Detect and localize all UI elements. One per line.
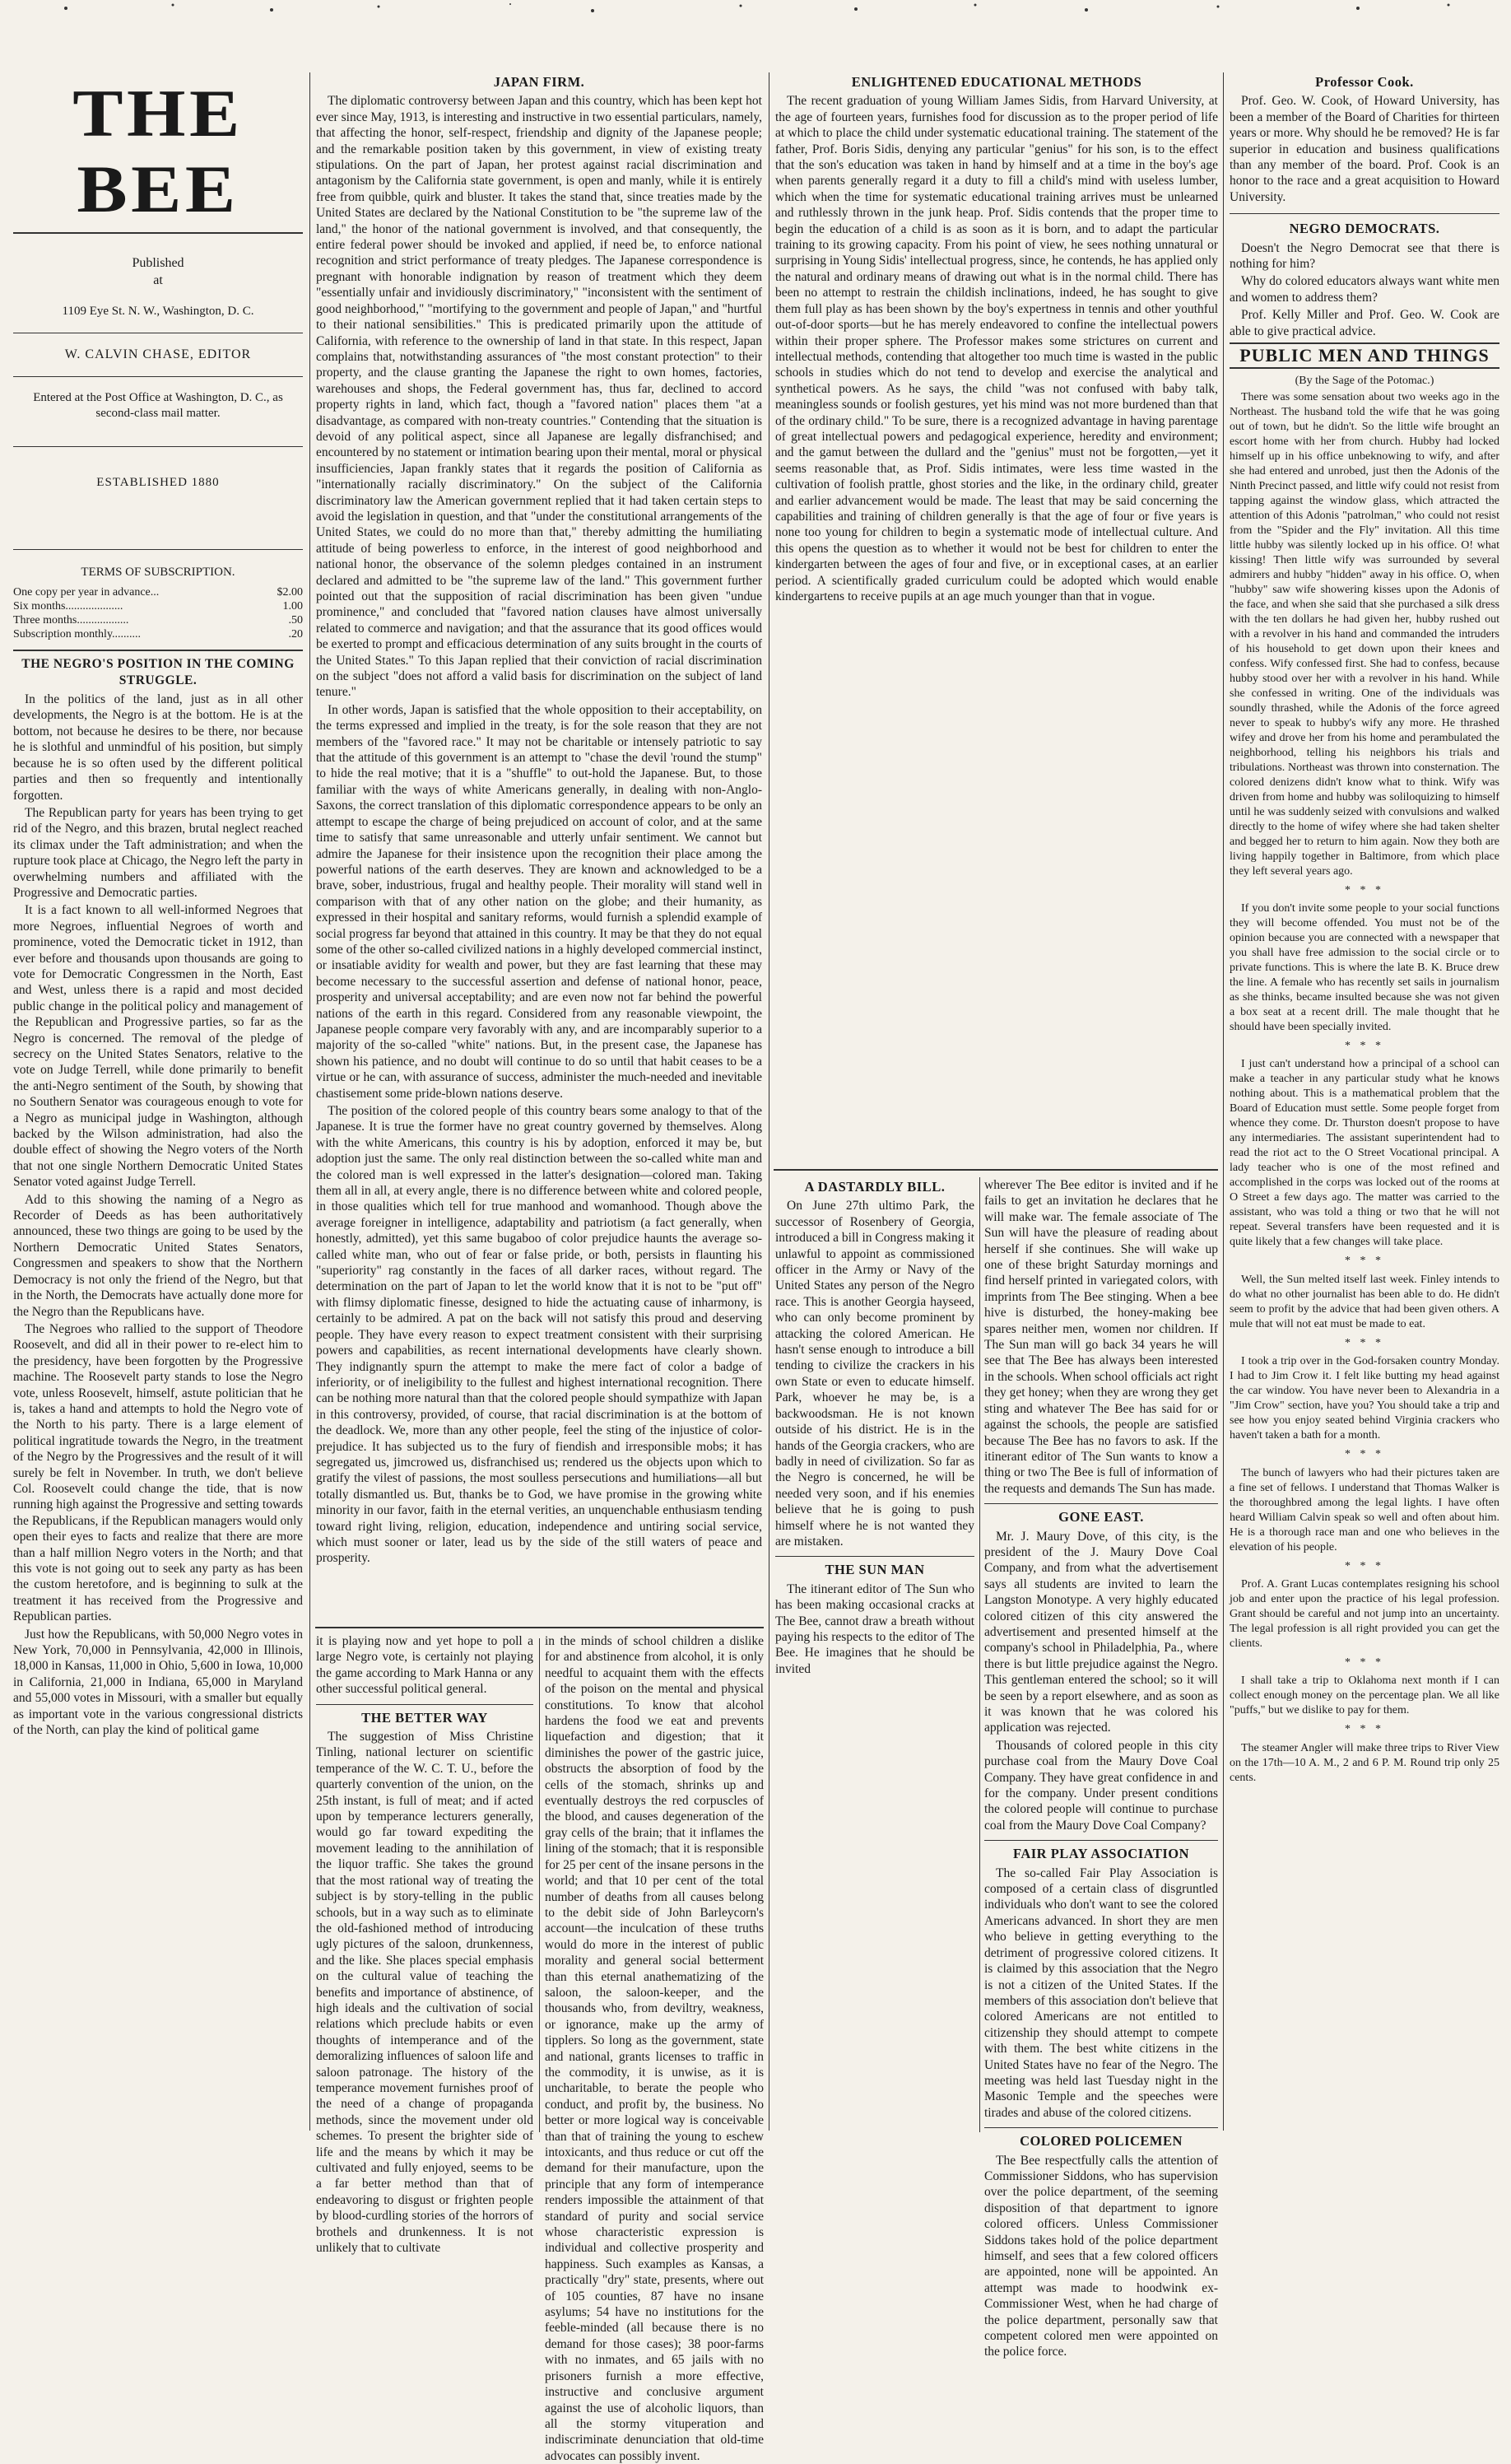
column-left xyxy=(13,76,303,2134)
article-paragraph: Mr. J. Maury Dove, of this city, is the president of the J. Maury Dove Coal Company, and from what the advertisement says all students are invited to learn the Langston Monotype. A very highly educated colored citizen of this city answered the advertisement and presented himself at the company's school in Philadelphia, Pa., where there is but little prejudice against the Negro. This gentleman entered the school; so it will be seen by a report elsewhere, and as soon as it was known that he was colored his application was rejected. xyxy=(984,1529,1218,1735)
rule xyxy=(13,446,303,447)
column-center-lower-right xyxy=(545,1633,764,2463)
article-paragraph: Well, the Sun melted itself last week. Finley intends to do what no other journalist has been able to do. He didn't seem to profit by the advice that had been given others. A mule that will not eat must be made to eat. xyxy=(1230,1273,1499,1330)
rule xyxy=(775,1556,974,1557)
article-paragraph: I took a trip over in the God-forsaken country Monday. I had to Jim Crow it. I felt like butting my head against the car window. You have never been to Alexandria in a "Jim Crow" section, have you? You should take a trip and see how you enjoy seated behind Virginia crackers who haven't taken a bath for a month. xyxy=(1230,1355,1499,1442)
office-address: 1109 Eye St. N. W., Washington, D. C. xyxy=(62,304,254,318)
article-paragraph: There was some sensation about two weeks ago in the Northeast. The husband told the wife that he was going out of town, but he didn't. So the little wife brought an escort home with her from church. Hubby had locked himself up in his office unbeknowing to wify, and after she had entered and unrobed, just then the Adonis of the Ninth Precinct passed, and little wify could not resist from tapping against the window glass, which attracted the attention of this Adonis "patrolman," who could not resist from the "Spider and the Fly" invitation. All this time little hubby was silently locked up in his office. O! what kissing! Then little wify was surrounded by several admirers and hubby "hidden" away in his office. O, when "hubby" saw wife showering kisses upon the Adonis of the face, and when she said that she purchased a silk dress with the ten dollars he had given her, hubby rushed out with a revolver in his hand and commanded the intruders of his household to get down upon their knees and confess. Wify confessed first. She had to confess, because hubby stood over her with a revolver in his hand. While she confessed in writing. One of the individuals was soundly thrashed, while the Adonis of the force agreed never to speak to hubby's wify any more. He thrashed wifey and drove her from his home and perambulated the neighborhood, telling his neighbors his trials and tribulations. Northeast was thrown into consternation. The colored denizens didn't know what to think. Wify was driven from home and hubby was soliloquizing to himself until he was suddenly seized with convulsions and walked directly to the home of wifey where she had taken shelter and begged her to return to him again. Now they both are living happily together in Baltimore, from which place they left several years ago. xyxy=(1230,390,1499,878)
column-right xyxy=(1230,72,1499,2134)
article-paragraph: If you don't invite some people to your social functions they will become offended. You must not be of the opinion because you are connected with a newspaper that you shall have free admission to the social circle or to private functions. This is where the late B. K. Bruce drew the line. A female who has recently set sails in journalism as she thinks, became insulted because she was not given a box seat at a recent drill. The male thought that he should have been specially invited. xyxy=(1230,901,1499,1033)
article-paragraph: Doesn't the Negro Democrat see that there is nothing for him? xyxy=(1230,240,1499,272)
article-paragraph: I shall take a trip to Oklahoma next month if I can collect enough money on the percentage plan. We all like "puffs," but we dislike to pay for them. xyxy=(1230,1674,1499,1717)
column-headline: PUBLIC MEN AND THINGS xyxy=(1230,342,1499,368)
article-headline: Professor Cook. xyxy=(1315,74,1414,90)
separator-stars: * * * xyxy=(1345,1039,1384,1052)
editor-name: W. CALVIN CHASE, EDITOR xyxy=(64,347,252,362)
rule xyxy=(1230,213,1499,214)
byline: (By the Sage of the Potomac.) xyxy=(1295,374,1434,387)
article-continuation: wherever The Bee editor is invited and if he fails to get an invitation he declares that he will make war. The female associate of The Sun will have the pleasure of reading about herself if she continues. She will wake up one of these bright Saturday mornings and find herself printed in variegated colors, with imprints from The Bee stinging. When a bee hive is disturbed, the honey-making bee spares neither men, women nor children. If The Sun man will go back 34 years he will see that The Bee has always been interested in the schools. When school officials act right they get honey; when they are wrong they get sting and whatever The Bee has said for or against the schools, the people are satisfied because The Bee has no favors to ask. If the itinerant editor of The Sun wants to know a thing or two The Bee is full of information of the requests and demands The Sun has made. xyxy=(984,1178,1218,1496)
article-paragraph: The suggestion of Miss Christine Tinling, national lecturer on scientific temperance of the W. C. T. U., before the quarterly convention of the union, on the 25th instant, is full of meat; and if acted upon by temperance lecturers generally, would go far toward expediting the movement leading to the annihilation of the liquor traffic. She takes the ground that the most rational way of treating the subject is by story-telling in the public schools, but in a way such as to eliminate the old-fashioned method of introducing ugly pictures of the saloon, drunkenness, and the like. She places special emphasis on the cultural value of teaching the benefits and importance of abstinence, of high ideals and the cultivation of social relations which preclude habits or even thoughts of intemperance and of the demoralizing influences of saloon life and saloon patronage. The history of the temperance movement furnishes proof of the need of a change of propaganda methods, since the movement under old schemes. To present the brighter side of life and the means by which it may be cultivated and fully enjoyed, seems to be a far better method than that of endeavoring to disgust or frighten people by blood-curdling stories of the horrors of brothels and drunkenness. It is not unlikely that to cultivate xyxy=(316,1730,533,2256)
article-headline: THE SUN MAN xyxy=(825,1562,925,1578)
published-label: Published xyxy=(132,256,184,270)
article-headline: ENLIGHTENED EDUCATIONAL METHODS xyxy=(851,74,1142,90)
article-headline: FAIR PLAY ASSOCIATION xyxy=(1012,1846,1190,1862)
at-label: at xyxy=(153,273,163,288)
separator-stars: * * * xyxy=(1345,1336,1384,1349)
table-row: One copy per year in advance... $2.00 xyxy=(13,586,303,599)
rule xyxy=(984,1840,1218,1841)
article-paragraph: Why do colored educators always want white men and women to address them? xyxy=(1230,274,1499,305)
article-japan-firm xyxy=(316,72,762,1623)
article-continuation: in the minds of school children a dislike for and abstinence from alcohol, it is only needful to acquaint them with the effects of the poison on the mental and physical constitutions. To know that alcohol hardens the food we eat and prevents liquefaction and digestion; that it diminishes the power of the gastric juice, obstructs the absorption of food by the cells of the stomach, shrinks up and eventually destroys the red corpuscles of the blood, and causes degeneration of the gray cells of the brain; that it inflames the lining of the stomach; that it is responsible for 25 per cent of the insane persons in the world; and that 10 per cent of the total number of deaths from all causes belong to the debit side of John Barleycorn's account—the inculcation of these truths would do more in the interest of public morality and general social betterment than this eternal anathematizing of the saloon, the saloon-keeper, and the thousands who, from deviltry, weakness, or ignorance, make up the army of tipplers. So long as the government, state and national, grants licenses to traffic in the commodity, it is unwise, as it is uncharitable, to berate the people who conduct, and profit by, the business. No better or more logical way is conceivable than that of training the young to eschew intoxicants, and thus reduce or cut off the demand for their manufacture, upon the principle that any form of intemperance renders impossible the attainment of that standard of purity and social service whose characteristic expression is individual and collective prosperity and happiness. Such examples as Kansas, a practically "dry" state, presents, where out of 105 counties, 87 have no insane asylums; 54 have no institutions for the feeble-minded (all because there is no demand for those cases); 38 poor-farms with no inmates, and 65 jails with no prisoners furnish a more effective, instructive and conclusive argument against the use of alcoholic liquors, than all the stormy vituperation and indiscriminate denunciation that old-time advocates can possibly invent. xyxy=(545,1634,764,2463)
column-center-lower-left xyxy=(316,1633,533,2256)
article-paragraph: The Bee respectfully calls the attention of Commissioner Siddons, who has supervision over the police department, of the seeming disposition of that department to ignore colored officers. Unless Commissioner Siddons takes hold of the police department himself, and sees that a few colored officers are appointed, none will be appointed. An attempt was made to hoodwink ex-Commissioner West, when he had charge of the police department, personally saw that competent colored men were appointed on the police force. xyxy=(984,2153,1218,2359)
article-headline: THE BETTER WAY xyxy=(361,1709,488,1726)
article-headline: GONE EAST. xyxy=(1058,1509,1144,1525)
table-row: Three months.................. .50 xyxy=(13,614,303,627)
article-paragraph: It is a fact known to all well-informed Negroes that more Negroes, influential Negroes of worth and prominence, voted the Democratic ticket in 1912, than ever before and thousands upon thousands are going to vote for Democratic Congressmen in the North, East and West, unless there is a rapid and most decided public change in the political policy and management of the Republican and Progressive parties, so far as the Negro is concerned. The removal of the pledge of secrecy on the United States Senators, relative to the vote on Judge Terrell, while done primarily to benefit the anti-Negro sentiment of the South, by showing that no Southern Senator was courageous enough to vote for a Negro as municipal judge in Washington, although backed by the Wilson administration, had also the double effect of showing the Negro voters of the North that not one single Northern Democratic United States Senator voted against Judge Terrell. xyxy=(13,903,303,1190)
article-headline: NEGRO DEMOCRATS. xyxy=(1289,221,1440,237)
article-paragraph: Just how the Republicans, with 50,000 Negro votes in New York, 70,000 in Pennsylvania, 42,000 in Illinois, 18,000 in Kansas, 11,000 in Ohio, 5,600 in Iowa, 10,000 in California, 21,000 in Indiana, 65,000 in Maryland and 55,000 votes in Missouri, with a smaller but equally as important vote in the various congressional districts of the North, can play the kind of political game xyxy=(13,1627,303,1738)
column-rule xyxy=(1223,72,1224,2131)
rule xyxy=(984,1503,1218,1504)
article-paragraph: The itinerant editor of The Sun who has been making occasional cracks at The Bee, cannot draw a breath without paying his respects to the editor of The Bee. He imagines that he should be invited xyxy=(775,1581,974,1676)
article-paragraph: In the politics of the land, just as in all other developments, the Negro is at the bottom. He is at the bottom, not because he desires to be there, nor because he is slothful and unmindful of his position, but simply because he is so often used by the different political parties and then so frequently and intentionally forgotten. xyxy=(13,692,303,803)
article-paragraph: The diplomatic controversy between Japan and this country, which has been kept hot ever since May, 1913, is interesting and instructive in two essential particulars, namely, that affecting the honor, self-respect, friendship and dignity of the Japanese people; and the remarkable position taken by this government, in view of existing treaty stipulations. On the part of Japan, her protest against racial discrimination and antagonism by the California state government, is open and manly, while it is entirely free from quibble, quirk and bluster. It takes the stand that, since treaties made by the United States are declared by the National Constitution to be "the supreme law of the land," the honor of the national government is involved, and that consequently, the entire federal power should be invoked and applied, if need be, to enforce national recognition and strict performance of treaty pledges. The Japanese correspondence is pregnant with honorable indignation by reason of treatment which they deem "essentially unfair and invidiously discriminatory," "inconsistent with the sentiment of good neighborhood," "mortifying to the government and people of Japan," and "hurtful to their national sensibilities." This is predicated primarily upon the attitude of California, with reference to the ownership of land in that state. In this respect, Japan complains that, notwithstanding assurances of "the most constant protection" to their property, and the clause granting the Japanese the right to own homes, factories, warehouses and shops, the Federal government has, thus far, declined to accord property rights in land, which fact, though a "favored nation" places them "at a disadvantage, as compared with non-treaty countries." Contending that the situation is devoid of any political aspect, since all Japanese are legally disfranchised; and encountered by no statement or intimation bearing upon their mental, moral or physical insufficiencies, Japan frankly states that it regards the position of California as "internationally racially discriminatory." On the subject of the California discriminatory law the American government replied that it had taken certain steps to avoid the legislation in question, and that "under the constitutional arrangements of the United States, we could do no more than that," thereby admitting the humiliating attitude of being powerless to enforce, in the interest of good neighborhood and national honor, the observance of the solemn pledges contained in an instrument declared and admitted to be "the supreme law of the land." This government further pointed out that the supposition of racial discrimination has been given "undue prominence," and concluded that "favored nation clauses have almost universally related to commerce and navigation; and that the assurance that its good offices would be exerted to prompt and efficacious determination of any suits brought in the courts of the United States." To this Japan replied that their conviction of racial discrimination on the subject "does not afford a valid basis for discrimination on the subject of land tenure." xyxy=(316,94,762,700)
separator-stars: * * * xyxy=(1345,1255,1384,1268)
separator-stars: * * * xyxy=(1345,1448,1384,1461)
rule xyxy=(316,1704,533,1705)
masthead-rule xyxy=(13,232,303,234)
article-paragraph: The Republican party for years has been trying to get rid of the Negro, and this brazen, brutal neglect reached its climax under the Taft administration; and when the rupture took place at Chicago, the Negro left the party in overwhelming numbers and affiliated with the Progressive and Democratic parties. xyxy=(13,805,303,900)
article-headline: A DASTARDLY BILL. xyxy=(804,1179,946,1195)
column-right-center-lower-left xyxy=(775,1177,974,2134)
article-paragraph: The so-called Fair Play Association is composed of a certain class of disgruntled individuals who don't want to see the colored Americans advanced. In short they are men who believe in getting everything to the detriment of progressive colored citizens. It is claimed by this association that the Negro is not a citizen of the United States. If the members of this association don't believe that colored Americans are not entitled to citizenship they should attempt to compete with them. The best white citizens in the United States have no fear of the Negro. The meeting was held last Tuesday night in the Masonic Temple and the speeches were tirades and abuse of the colored citizens. xyxy=(984,1865,1218,2120)
article-paragraph: Thousands of colored people in this city purchase coal from the Maury Dove Coal Company. They have great confidence in and for the company. Under present conditions the colored people will continue to purchase coal from the Maury Dove Coal Company? xyxy=(984,1738,1218,1833)
article-continuation: it is playing now and yet hope to poll a large Negro vote, is certainly not playing the game according to Mark Hanna or any other successful political general. xyxy=(316,1634,533,1697)
article-paragraph: Prof. Kelly Miller and Prof. Geo. W. Cook are able to give practical advice. xyxy=(1230,308,1499,338)
rule xyxy=(984,2127,1218,2128)
separator-stars: * * * xyxy=(1345,1559,1384,1572)
rule xyxy=(13,650,303,651)
column-rule xyxy=(539,1638,540,2132)
article-paragraph: I just can't understand how a principal of a school can make a teacher in any particular study what he knows nothing about. This is a mathematical problem that the Board of Education must settle. Some people forget from whence they come. Dr. Thurston doesn't propose to have any intermediaries. The assistant superintendent had to read the riot act to the O Street Vocational principal. A lady teacher who is one of the most refined and accomplished in the corps was locked out of the rooms at O Street a few days ago. The matter was carried to the assistant, who was told a thing or two that he will not repeat. Several transfers have been requested and it is quite likely that a few changes will take place. xyxy=(1230,1058,1499,1249)
section-rule xyxy=(774,1169,1218,1171)
separator-stars: * * * xyxy=(1345,883,1384,897)
article-paragraph: Prof. Geo. W. Cook, of Howard University, has been a member of the Board of Charities for thirteen years or more. Why should he be removed? He is far superior in education and business qualifications than any member of the board. Prof. Cook is an honor to the race and a great acquisition to Howard University. xyxy=(1230,94,1499,204)
article-paragraph: The recent graduation of young William James Sidis, from Harvard University, at the age of fourteen years, furnishes food for discussion as to the proper period of life at which to place the child under systematic educational training. The statement of the father, Prof. Boris Sidis, denying any particular "genius" for his son, is to the effect that the son's education was taken in hand by himself and at a time in the boy's age when parents generally regard it a duty to fill a child's mind with useless lumber, which when the time for systematic educational training arrives must be unlearned and ruthlessly thrown in the junk heap. Prof. Sidis contends that the proper time to begin the education of a child is as soon as it is born, and to adapt the particular training to its growing capacity. From his point of view, he sees nothing unnatural or surprising in Young Sidis' intellectual progress, since, he contends, he has applied only the natural and ordinary means of drawing out what is in the normal child. There has been no attempt to restrain the childish inclinations, indeed, he has sought to give them full play as has been shown by the boy's expertness in tennis and other youthful out-of-door sports—but he has merely endeavored to confine the intellectual powers within their proper sphere. The Professor makes some strictures on current and intellectual methods, contending that altogether too much time is wasted in the public schools in studies which do not tend to develop and exercise the analytical and synthetical powers. As he says, the child "was not confused with baby talk, meaningless sounds or foolish gestures, yet his mind was not more burdened than that of the ordinary child." To be sure, there is a recognized advantage in having parentage of great intellectual powers and pedagogical experience, heredity and environment; and the gamut between the dullard and the "genius" must not be forgotten,—yet it seems reasonable that, as Prof. Sidis intimates, were less time wasted in the cultivation of foolish prattle, ghost stories and the like, in the ordinary child, greater and earlier advancement would be made. The least that may be said concerning the capabilities and training of children generally is that the age of four or five years is none too young for children to begin a systematic mode of intellectual culture. And this opens the question as to whether it would not be best for children to enter the kindergarten between the ages of four and five, or in exceptional cases, at an earlier period. A scientifically graded curriculum could be adopted which would enable kindergartens to receive pupils at an age much younger than that in vogue. xyxy=(775,94,1218,603)
article-paragraph: The steamer Angler will make three trips to River View on the 17th—10 A. M., 2 and 6 P. M. Round trip only 25 cents. xyxy=(1230,1741,1499,1784)
article-paragraph: The position of the colored people of this country bears some analogy to that of the Japanese. It is true the former have no great country governed by themselves. Along with the white Americans, this country is his by adoption, enforced it may be, but adoption just the same. The only real distinction between the so-called white man and the colored man is well expressed in the latter's designation—colored man. Taking them all in all, at every angle, there is no difference between white and colored people, in those qualities which tell for true manhood and womanhood. Though above the average foreigner in intelligence, adaptability and patriotism (a fact generally, when honestly, admitted), yet this same bugaboo of color prejudice haunts the average so-called white man, who out of fear or false pride, or both, persists in flaunting his "superiority" rag constantly in the faces of all darker races, without regard. The determination on the part of Japan to let the world know that it is not to be "put off" with flimsy diplomatic finesse, designed to hide the actuating cause of inharmony, is certainly to be admired. A pat on the back will not satisfy this proud and deserving people. They have every reason to expect treatment consistent with their surprising powers and capabilities, as recent international developments have clearly shown. They indignantly spurn the attempt to make the mere fact of color a badge of inferiority, or of ineligibility to the fullest and highest international recognition. There can be nothing more natural than that the colored people should sympathize with Japan in this controversy, provided, of course, that racial discrimination is at the bottom of the deadlock. We, more than any other people, feel the sting of the injustice of color-prejudice. It has subjected us to the fury of fiendish and irresponsible mobs; it has segregated us, jimcrowed us, disfranchised us; rendered us the objects upon which to gratify the vilest of passions, the most soulless persecutions and humiliations—all but totally dismantled us. But, thanks be to God, we have promise in the growing white minority in our favor, faith in the eternal verities, an unquenchable enthusiasm tending toward right living, religion, education, independence and untiring social service, which must sooner or later, lead us by the side of the still waters of peace and prosperity. xyxy=(316,1104,762,1566)
separator-stars: * * * xyxy=(1345,1656,1384,1669)
terms-title: TERMS OF SUBSCRIPTION. xyxy=(81,565,235,579)
article-paragraph: The Negroes who rallied to the support of Theodore Roosevelt, and did all in their power to re-elect him to the presidency, have been forgotten by the Progressive machine. The Roosevelt party stands to lose the Negro vote, unless Roosevelt, himself, astute politician that he is, takes a hand and attempts to hold the Negro vote of the North to his party. There is a large element of political ingratitude towards the Negro, in the treatment of the Negro by the Progressives and the result of it will surely be felt in November. In truth, we don't believe Col. Roosevelt could change the tide, that is now running high against the Progressive and setting towards the Republicans, if the Republican managers would only open their eyes to facts and realize that there are more than a half million Negro voters in the North; and that this vote is not going out to seek any party as has been the custom heretofore, and is beginning to sulk at the treatment it has received from the Progressive and Republican parties. xyxy=(13,1321,303,1624)
article-headline: COLORED POLICEMEN xyxy=(1020,2133,1183,2150)
top-margin-damage xyxy=(0,0,1511,21)
column-right-center-lower-right xyxy=(984,1177,1218,2359)
article-paragraph: Add to this showing the naming of a Negro as Recorder of Deeds as has been authoritatively announced, these two things are going to be used by the Northern Democratic United States Senators, Congressmen and speakers to show that the Northern Democracy is not only the friend of the Negro, but that in the North, the Democrats have actually done more for the Negro than the Republicans have. xyxy=(13,1192,303,1319)
table-row: Subscription monthly.......... .20 xyxy=(13,628,303,641)
separator-stars: * * * xyxy=(1345,1723,1384,1736)
table-row: Six months.................... 1.00 xyxy=(13,600,303,613)
established-date: ESTABLISHED 1880 xyxy=(96,476,220,490)
subscription-table xyxy=(13,585,303,641)
postal-entry: Entered at the Post Office at Washington, D. C., as second-class mail matter. xyxy=(33,390,283,421)
section-rule xyxy=(315,1627,764,1628)
column-rule xyxy=(309,72,310,2131)
article-paragraph: In other words, Japan is satisfied that the whole opposition to their acceptability, on the terms expressed and implied in the treaty, is for the sole reason that they are not members of the "favored race." It may not be charitable or intensely patriotic to say that the attitude of this government is an attempt to "chase the devil 'round the stump" to hide the real motive; that it is a "shuffle" to out-hold the Japanese. But, to those familiar with the ways of white Americans generally, in dealing with non-Anglo-Saxons, the correct translation of this diplomatic correspondence appears to be only an attempt to escape the charge of being prejudiced on account of color, and at the same time to satisfy that same unreasonable and utterly unfair sentiment. We cannot but admire the Japanese for their insistence upon the recognition their place among the powerful nations of the earth deserves. They are known and acknowledged to be a brave, sober, industrious, frugal and healthy people. Their morality will stand well in comparison with that of any other nation on the globe; and their humanity, as expressed in their hospital and sanitary reforms, would furnish a splendid example of social progress far beyond that attained in this country. It may be that they do not equal some of the other so-called civilized nations in a highly developed commercial instinct, or insatiable avidity for wealth and power, but they are fast learning that these may become necessary to the successful assertion and defense of national honor, peace, prosperity and universal acceptability; and are even now not far behind the powerful nations of the earth in this regard. Considered from any reasonable viewpoint, the Japanese people compare very favorably with any, and are incomparably superior to a majority of the so-called "white" nations. But, in the present case, the Japanese has shown his patience, and no doubt will continue to do so until that habit ceases to be a virtue or he can, with assurance of success, administer the much-needed and inevitable chastisement some pride-blown nations deserve. xyxy=(316,702,762,1101)
torn-edge-image xyxy=(0,0,1511,21)
article-headline: THE NEGRO'S POSITION IN THE COMING STRUGGLE. xyxy=(21,657,295,687)
article-headline: JAPAN FIRM. xyxy=(493,74,585,90)
article-enlightened-methods xyxy=(775,72,1218,1166)
rule xyxy=(13,549,303,550)
article-paragraph: Prof. A. Grant Lucas contemplates resigning his school job and enter upon the practice of his legal profession. Grant should be careful and not jump into an uncertainty. The legal profession is all right provided you can get the clients. xyxy=(1230,1577,1499,1650)
rule xyxy=(13,376,303,377)
article-paragraph: On June 27th ultimo Park, the successor of Rosenbery of Georgia, introduced a bill in Congress making it unlawful to appoint as commissioned officer in the Army or Navy of the United States any person of the Negro race. This is another Georgia hayseed, who can only become prominent by attacking the colored American. He hasn't sense enough to introduce a bill tending to civilize the crackers in his own State or even to educate himself. Park, whoever he may be, is a backwoodsman. He is not known outside of his district. He is in the hands of the Georgia crackers, who are badly in need of civilization. So far as the Negro is concerned, he will be needed very soon, and if his enemies believe that he is going to push himself where he is not wanted they are mistaken. xyxy=(775,1199,975,1549)
article-paragraph: The bunch of lawyers who had their pictures taken are a fine set of fellows. I understand that Thomas Walker is the thoroughbred among the legal lights. I have often heard William Calvin speak so well and often about him. He is a thorough race man and one who believes in the elevation of his people. xyxy=(1230,1466,1499,1553)
column-rule xyxy=(979,1177,980,2132)
masthead-title: THE BEE xyxy=(72,76,244,226)
